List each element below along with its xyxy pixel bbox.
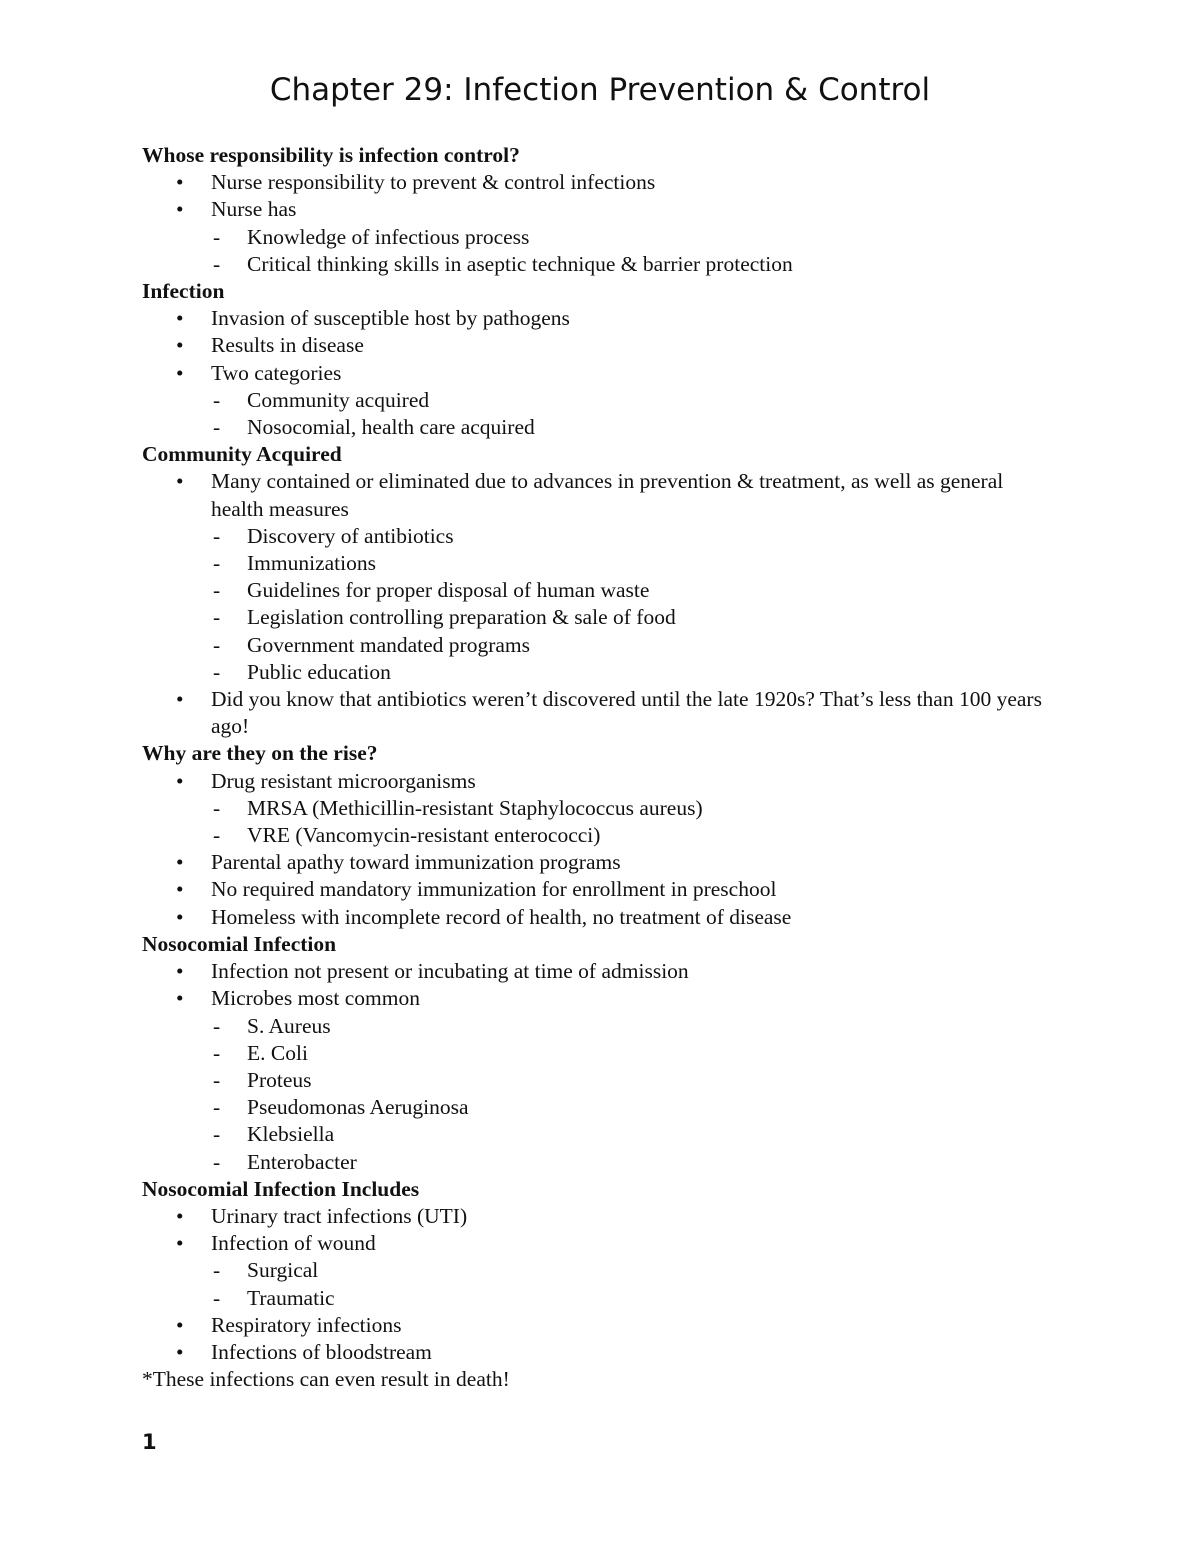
bullet-text: • No required mandatory immunization for enrollment in preschool <box>211 877 777 902</box>
dash-list <box>211 1257 1042 1311</box>
dash-item: - Traumatic <box>247 1285 1042 1312</box>
bullet-item <box>211 1339 1042 1366</box>
dash-item: - Nosocomial, health care acquired <box>247 414 1042 441</box>
dash-item: - Immunizations <box>247 550 1042 577</box>
bullet-text: • Invasion of susceptible host by pathogens <box>211 306 570 331</box>
section-heading: Infection <box>142 279 225 304</box>
bullet-item <box>211 849 1042 876</box>
page-title: Chapter 29: Infection Prevention & Control <box>269 72 931 108</box>
bullet-text: • Infection of wound <box>211 1231 376 1256</box>
dash-item: - Legislation controlling preparation & sale of food <box>247 604 1042 631</box>
dash-list <box>211 1013 1042 1176</box>
bullet-item <box>211 196 1042 278</box>
document-body <box>142 142 1042 1393</box>
bullet-text: • Drug resistant microorganisms <box>211 768 476 793</box>
bullet-item <box>211 305 1042 332</box>
bullet-text: • Homeless with incomplete record of health, no treatment of disease <box>211 904 792 929</box>
closing-note: *These infections can even result in death! <box>142 1367 510 1392</box>
bullet-text: • Microbes most common <box>211 986 421 1011</box>
bullet-text: • Urinary tract infections (UTI) <box>211 1203 468 1228</box>
bullet-text: • Many contained or eliminated due to advances in prevention & treatment, as well as general health measures <box>211 469 1004 521</box>
dash-item: - E. Coli <box>247 1040 1042 1067</box>
dash-item: - Public education <box>247 659 1042 686</box>
dash-list <box>211 523 1042 686</box>
dash-item: - MRSA (Methicillin-resistant Staphylococcus aureus) <box>247 795 1042 822</box>
bullet-list <box>142 768 1042 931</box>
bullet-text: • Nurse has <box>211 197 297 222</box>
dash-list <box>211 224 1042 278</box>
bullet-text: • Two categories <box>211 360 342 385</box>
bullet-item <box>211 876 1042 903</box>
dash-list <box>211 387 1042 441</box>
bullet-text: • Results in disease <box>211 333 364 358</box>
bullet-text: • Did you know that antibiotics weren’t discovered until the late 1920s? That’s less than 100 years ago! <box>211 687 1042 739</box>
section-heading: Nosocomial Infection Includes <box>142 1176 420 1201</box>
bullet-item <box>211 169 1042 196</box>
dash-item: - Enterobacter <box>247 1149 1042 1176</box>
bullet-item <box>211 1230 1042 1312</box>
section-heading: Why are they on the rise? <box>142 741 378 766</box>
bullet-item <box>211 904 1042 931</box>
bullet-item <box>211 686 1042 740</box>
dash-item: - Proteus <box>247 1067 1042 1094</box>
bullet-text: • Parental apathy toward immunization programs <box>211 850 621 875</box>
dash-item: - Knowledge of infectious process <box>247 224 1042 251</box>
dash-item: - Discovery of antibiotics <box>247 523 1042 550</box>
bullet-text: • Nurse responsibility to prevent & control infections <box>211 170 656 195</box>
dash-item: - VRE (Vancomycin-resistant enterococci) <box>247 822 1042 849</box>
bullet-item <box>211 468 1042 686</box>
dash-item: - Community acquired <box>247 387 1042 414</box>
section-heading: Whose responsibility is infection control? <box>142 143 520 167</box>
bullet-list <box>142 169 1042 278</box>
dash-item: - Klebsiella <box>247 1121 1042 1148</box>
bullet-text: • Infection not present or incubating at time of admission <box>211 959 689 984</box>
bullet-list <box>142 305 1042 441</box>
bullet-item <box>211 768 1042 850</box>
page-number: 1 <box>142 1430 157 1454</box>
bullet-item <box>211 332 1042 359</box>
bullet-item <box>211 1203 1042 1230</box>
bullet-list <box>142 958 1042 1176</box>
dash-item: - Guidelines for proper disposal of human waste <box>247 577 1042 604</box>
bullet-item <box>211 360 1042 442</box>
dash-item: - Surgical <box>247 1257 1042 1284</box>
dash-list <box>211 795 1042 849</box>
bullet-list <box>142 468 1042 740</box>
dash-item: - S. Aureus <box>247 1013 1042 1040</box>
dash-item: - Critical thinking skills in aseptic technique & barrier protection <box>247 251 1042 278</box>
dash-item: - Government mandated programs <box>247 632 1042 659</box>
bullet-item <box>211 985 1042 1175</box>
bullet-item <box>211 1312 1042 1339</box>
section-heading: Community Acquired <box>142 442 342 467</box>
bullet-item <box>211 958 1042 985</box>
bullet-text: • Respiratory infections <box>211 1312 402 1337</box>
bullet-list <box>142 1203 1042 1366</box>
bullet-text: • Infections of bloodstream <box>211 1339 432 1364</box>
dash-item: - Pseudomonas Aeruginosa <box>247 1094 1042 1121</box>
section-heading: Nosocomial Infection <box>142 931 337 956</box>
